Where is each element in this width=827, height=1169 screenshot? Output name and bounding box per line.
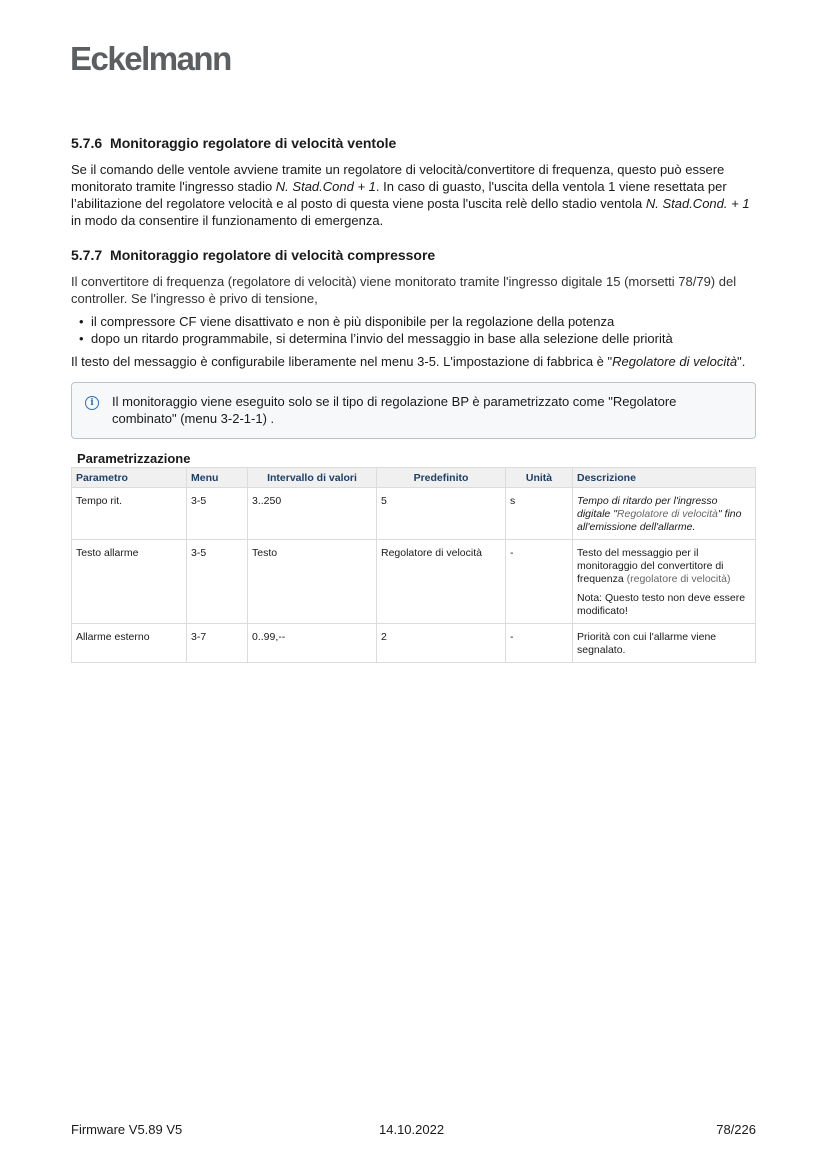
table-row: Tempo rit. 3-5 3..250 5 s Tempo di ritardo per l'ingresso digitale "Regolatore di velocità" fino all'emissione dell'allarme. — [72, 488, 756, 540]
column-header: Unità — [506, 468, 573, 488]
table-title: Parametrizzazione — [77, 451, 191, 466]
info-icon: i — [85, 396, 99, 410]
list-item: • dopo un ritardo programmabile, si determina l’invio del messaggio in base alla selezione delle priorità — [79, 330, 756, 347]
list-item: • il compressore CF viene disattivato e non è più disponibile per la regolazione della potenza — [79, 313, 756, 330]
section-paragraph: Se il comando delle ventole avviene tramite un regolatore di velocità/convertitore di frequenza, questo può essere monitorato tramite l'ingresso stadio N. Stad.Cond + 1. In caso di guasto, l'uscita della ventola 1 viene resettata per l’abilitazione del regolatore velocità e al posto di questa viene posta l'uscita relè dello stadio ventola N. Stad.Cond. + 1 in modo da consentire il funzionamento di emergenza. — [71, 162, 750, 228]
section-heading: 5.7.7 Monitoraggio regolatore di velocità compressore — [71, 247, 436, 263]
column-header: Menu — [187, 468, 248, 488]
table-row: Testo allarme 3-5 Testo Regolatore di velocità - Testo del messaggio per il monitoraggio del convertitore di frequenza (regolatore di velocità) Nota: Questo testo non deve essere modificato! — [72, 540, 756, 624]
firmware-version: Firmware V5.89 V5 — [71, 1122, 183, 1137]
column-header: Intervallo di valori — [248, 468, 377, 488]
column-header: Parametro — [72, 468, 187, 488]
table-header-row — [72, 468, 756, 488]
section-fan-speed-monitoring — [71, 135, 756, 229]
bullet-list — [71, 313, 756, 347]
eckelmann-logo: Eckelmann — [70, 40, 231, 77]
message-paragraph: Il testo del messaggio è configurabile liberamente nel menu 3-5. L'impostazione di fabbrica è "Regolatore di velocità". — [71, 354, 746, 369]
page-content — [71, 135, 756, 663]
section-compressor-speed-monitoring — [71, 247, 756, 663]
column-header: Descrizione — [573, 468, 756, 488]
section-heading: 5.7.6 Monitoraggio regolatore di velocità ventole — [71, 135, 397, 151]
info-note: i Il monitoraggio viene eseguito solo se il tipo di regolazione BP è parametrizzato come "Regolatore combinato" (menu 3-2-1-1) . — [71, 382, 756, 439]
parameter-table — [71, 467, 756, 663]
column-header: Predefinito — [377, 468, 506, 488]
document-date: 14.10.2022 — [379, 1122, 445, 1137]
table-row: Allarme esterno 3-7 0..99,-- 2 - Priorità con cui l'allarme viene segnalato. — [72, 624, 756, 663]
intro-paragraph: Il convertitore di frequenza (regolatore di velocità) viene monitorato tramite l'ingresso digitale 15 (morsetti 78/79) del controller. Se l'ingresso è privo di tensione, — [71, 274, 737, 306]
page-number: 78/226 — [716, 1122, 756, 1137]
